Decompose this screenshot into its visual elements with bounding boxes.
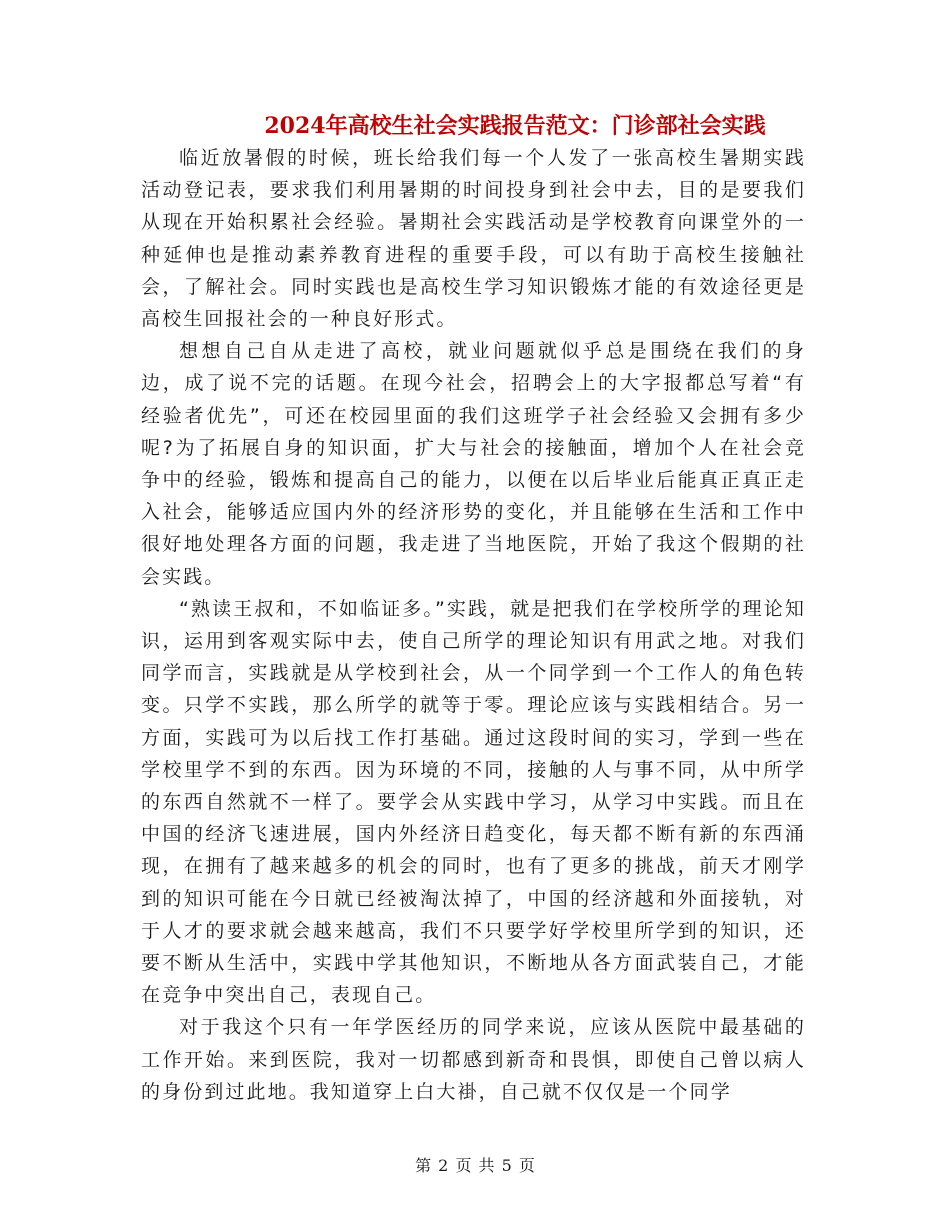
paragraph-1: 临近放暑假的时候，班长给我们每一个人发了一张高校生暑期实践活动登记表，要求我们利用暑期的时间投身到社会中去，目的是要我们从现在开始积累社会经验。暑期社会实践活动是学校教育向课堂外的一种延伸也是推动素养教育进程的重要手段，可以有助于高校生接触社会，了解社会。同时实践也是高校生学习知识锻炼才能的有效途径更是高校生回报社会的一种良好形式。 [141,147,806,331]
page-number-footer: 第 2 页 共 5 页 [415,1156,535,1175]
paragraph-4: 对于我这个只有一年学医经历的同学来说，应该从医院中最基础的工作开始。来到医院，我对一切都感到新奇和畏惧，即使自己曾以病人的身份到过此地。我知道穿上白大褂，自己就不仅仅是一个同学 [141,1016,806,1103]
document-title: 2024年高校生社会实践报告范文：门诊部社会实践 [264,113,766,139]
paragraph-2: 想想自己自从走进了高校，就业问题就似乎总是围绕在我们的身边，成了说不完的话题。在现今社会，招聘会上的大字报都总写着“有经验者优先”，可还在校园里面的我们这班学子社会经验又会拥有多少呢?为了拓展自身的知识面，扩大与社会的接触面，增加个人在社会竞争中的经验，锻炼和提高自己的能力，以便在以后毕业后能真正真正走入社会，能够适应国内外的经济形势的变化，并且能够在生活和工作中很好地处理各方面的问题，我走进了当地医院，开始了我这个假期的社会实践。 [141,340,806,588]
document-body [141,142,806,1108]
paragraph-3: “熟读王叔和，不如临证多。”实践，就是把我们在学校所学的理论知识，运用到客观实际中去，使自己所学的理论知识有用武之地。对我们同学而言，实践就是从学校到社会，从一个同学到一个工作人的角色转变。只学不实践，那么所学的就等于零。理论应该与实践相结合。另一方面，实践可为以后找工作打基础。通过这段时间的实习，学到一些在学校里学不到的东西。因为环境的不同，接触的人与事不同，从中所学的东西自然就不一样了。要学会从实践中学习，从学习中实践。而且在中国的经济飞速进展，国内外经济日趋变化，每天都不断有新的东西涌现，在拥有了越来越多的机会的同时，也有了更多的挑战，前天才刚学到的知识可能在今日就已经被淘汰掉了，中国的经济越和外面接轨，对于人才的要求就会越来越高，我们不只要学好学校里所学到的知识，还要不断从生活中，实践中学其他知识，不断地从各方面武装自己，才能在竞争中突出自己，表现自己。 [141,597,806,1007]
